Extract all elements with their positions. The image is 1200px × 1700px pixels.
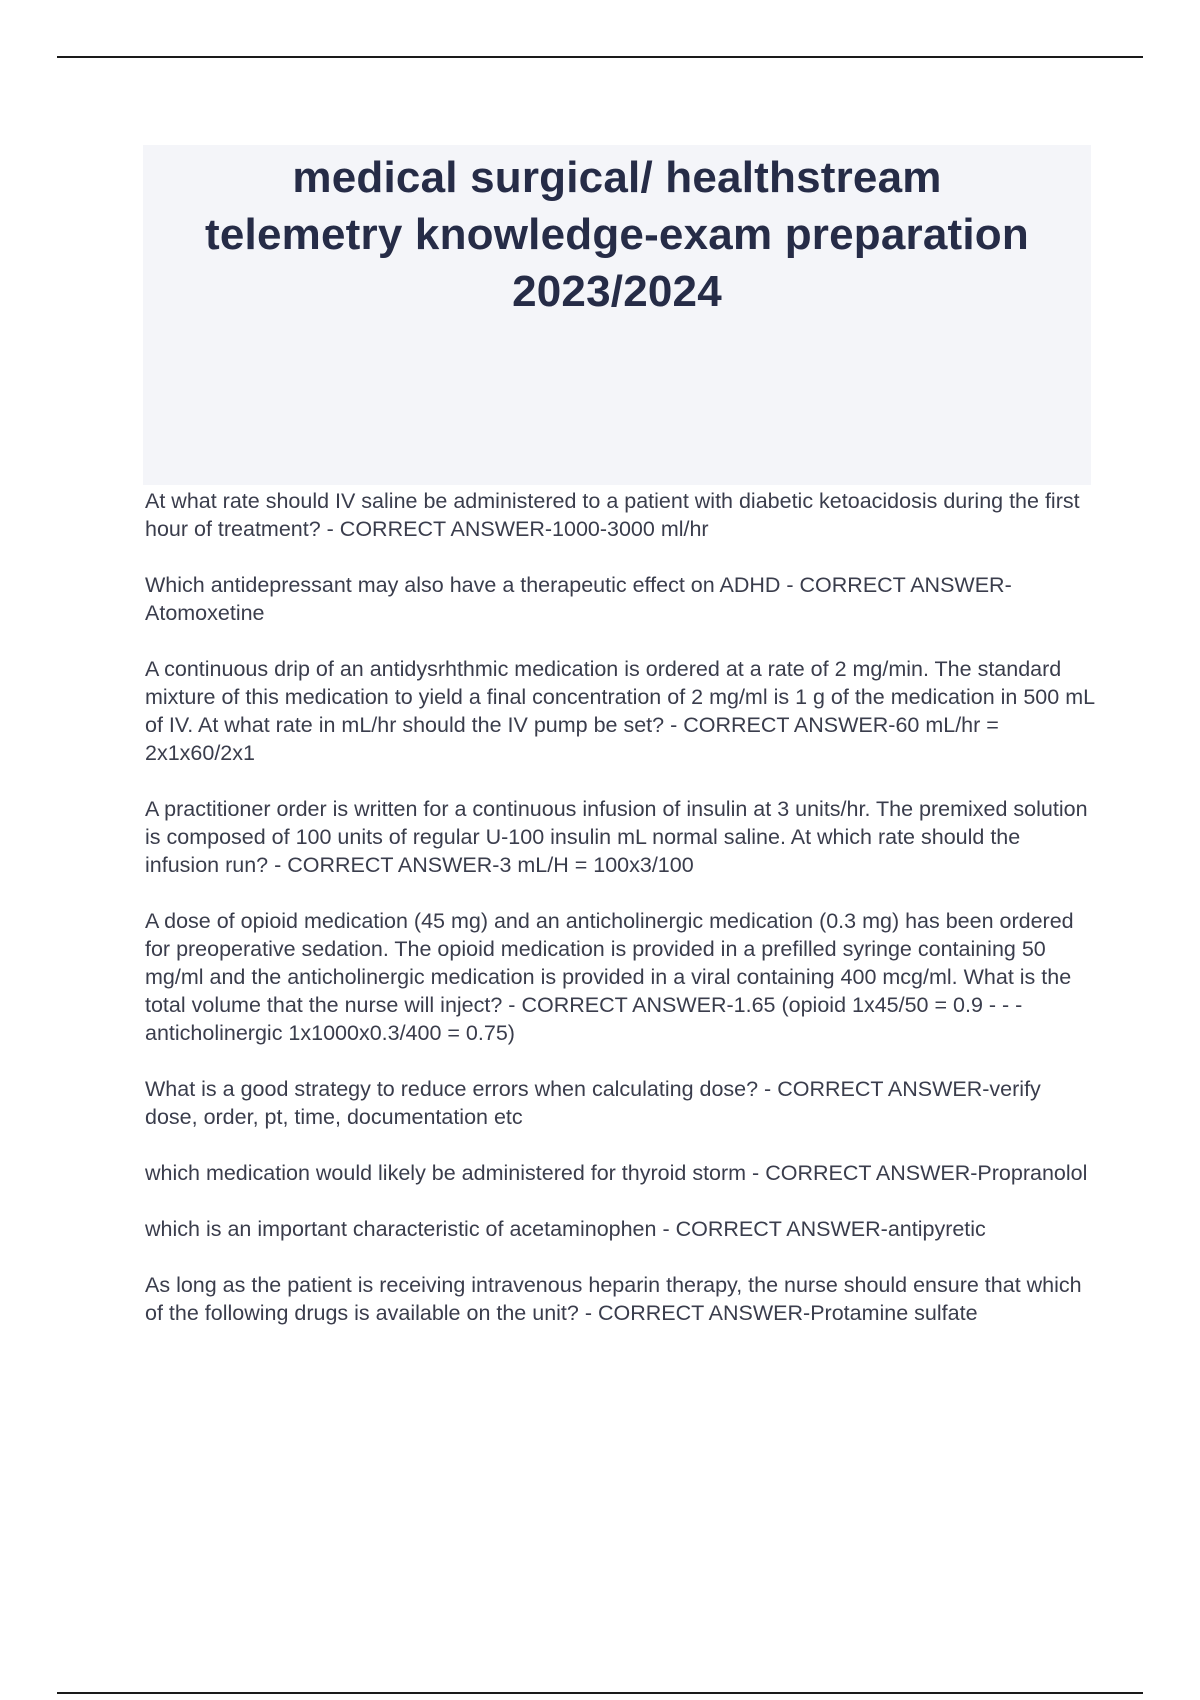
qa-item xyxy=(145,487,1095,543)
answer-text: CORRECT ANSWER-1000-3000 ml/hr xyxy=(339,517,709,541)
answer-text: CORRECT ANSWER-verify dose, order, pt, time, documentation etc xyxy=(145,1077,1041,1129)
question-text: which is an important characteristic of acetaminophen - xyxy=(145,1217,676,1241)
title-banner xyxy=(143,145,1091,485)
answer-text: CORRECT ANSWER-Propranolol xyxy=(765,1161,1088,1185)
question-text: At what rate should IV saline be administered to a patient with diabetic ketoacidosis during the first hour of treatment? - xyxy=(145,489,1080,541)
qa-item xyxy=(145,1159,1095,1187)
answer-text: CORRECT ANSWER-antipyretic xyxy=(675,1217,986,1241)
bottom-rule xyxy=(57,1692,1143,1694)
answer-text: CORRECT ANSWER-1.65 (opioid 1x45/50 = 0.9 - - - anticholinergic 1x1000x0.3/400 = 0.75) xyxy=(145,993,1023,1045)
answer-text: CORRECT ANSWER-3 mL/H = 100x3/100 xyxy=(287,853,694,877)
question-text: Which antidepressant may also have a therapeutic effect on ADHD - xyxy=(145,573,800,597)
title-line-2: telemetry knowledge-exam preparation xyxy=(205,210,1029,259)
qa-item xyxy=(145,571,1095,627)
qa-list xyxy=(145,487,1095,1355)
qa-item xyxy=(145,1215,1095,1243)
question-text: A practitioner order is written for a continuous infusion of insulin at 3 units/hr. The premixed solution is composed of 100 units of regular U-100 insulin mL normal saline. At which rate should the infusion run? - xyxy=(145,797,1088,877)
qa-item xyxy=(145,1271,1095,1327)
question-text: which medication would likely be administered for thyroid storm - xyxy=(145,1161,766,1185)
qa-item xyxy=(145,907,1095,1047)
question-text: A dose of opioid medication (45 mg) and an anticholinergic medication (0.3 mg) has been ordered for preoperative sedation. The opioid medication is provided in a prefilled syringe containing 50 mg/ml and the anticholinergic medication is provided in a viral containing 400 mcg/ml. What is the total volume that the nurse will inject? - xyxy=(145,909,1074,1017)
top-rule xyxy=(57,56,1143,58)
qa-item xyxy=(145,795,1095,879)
question-text: As long as the patient is receiving intravenous heparin therapy, the nurse should ensure that which of the following drugs is available on the unit? - xyxy=(145,1273,1082,1325)
qa-item xyxy=(145,655,1095,767)
question-text: A continuous drip of an antidysrhthmic medication is ordered at a rate of 2 mg/min. The standard mixture of this medication to yield a final concentration of 2 mg/ml is 1 g of the medication in 500 mL of IV. At what rate in mL/hr should the IV pump be set? - xyxy=(145,657,1095,737)
answer-text: CORRECT ANSWER-60 mL/hr = 2x1x60/2x1 xyxy=(145,713,999,765)
title-line-3: 2023/2024 xyxy=(512,267,722,316)
question-text: What is a good strategy to reduce errors when calculating dose? - xyxy=(145,1077,778,1101)
answer-text: CORRECT ANSWER-Atomoxetine xyxy=(145,573,1012,625)
document-title xyxy=(143,145,1091,320)
title-line-1: medical surgical/ healthstream xyxy=(292,153,942,202)
qa-item xyxy=(145,1075,1095,1131)
answer-text: CORRECT ANSWER-Protamine sulfate xyxy=(597,1301,978,1325)
